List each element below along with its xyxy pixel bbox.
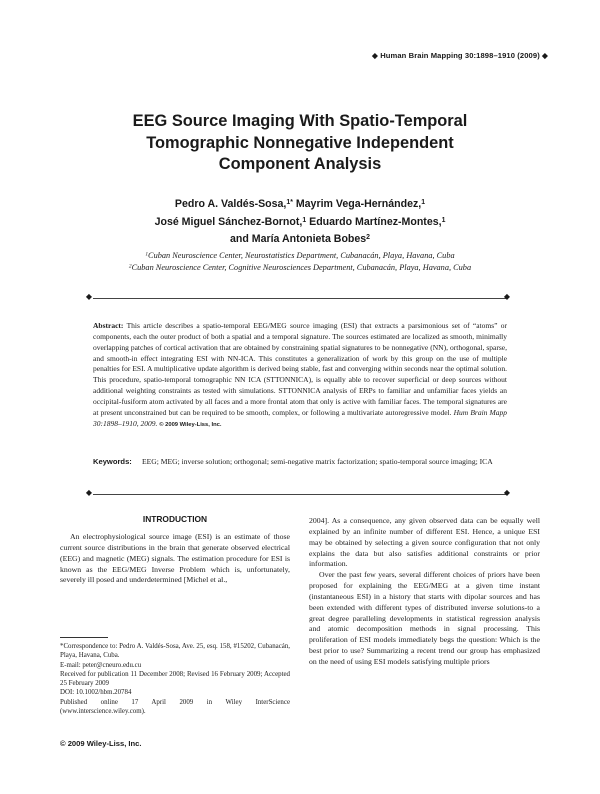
author-affiliation-marker: 1 <box>441 216 446 224</box>
author-line <box>60 196 540 214</box>
footnote-doi: DOI: 10.1002/hbm.20784 <box>60 689 132 697</box>
affiliation-marker: 2 <box>128 263 132 270</box>
abstract-citation: Hum Brain Mapp 30:1898–1910, 2009. <box>93 407 508 428</box>
author-name: Mayrim Vega-Hernández, <box>295 198 422 210</box>
author-affiliation-marker: 1 <box>421 198 426 206</box>
affiliation-line <box>30 262 570 274</box>
title-line: Tomographic Nonnegative Independent <box>146 133 454 152</box>
author-name: Eduardo Martínez-Montes, <box>309 215 442 228</box>
paragraph: 2004]. As a consequence, any given observed data can be equally well explained by an infinite number of different ESI. Hence, a unique ESI may be obtained by selecting a given source configuration that not only explains the data but also satisfies additional constraints or prior information. <box>309 516 540 569</box>
journal-citation: Human Brain Mapping 30:1898–1910 (2009) <box>380 51 540 60</box>
footnote-divider <box>60 637 108 638</box>
footer-copyright: © 2009 Wiley-Liss, Inc. <box>60 739 142 748</box>
footnote-correspondence: *Correspondence to: Pedro A. Valdés-Sosa, Ave. 25, esq. 158, #15202, Cubanacán, Playa, Havana, Cuba. <box>60 643 290 660</box>
diamond-icon: ◆ <box>503 488 511 497</box>
diamond-icon: ◆ <box>372 51 378 60</box>
body-column-right <box>309 516 540 668</box>
diamond-icon: ◆ <box>503 292 511 301</box>
keywords <box>93 457 507 468</box>
affiliation-line <box>30 250 570 262</box>
paragraph: An electrophysiological source image (ESI) is an estimate of those current source distributions in the brain that generate observed electrical (EEG) and magnetic (MEG) signals. The estimation procedure for ESI is known as the EEG/MEG Inverse Problem which is, unfortunately, severely ill posed and underdetermined [Michel et al., <box>60 532 290 585</box>
body-column-left <box>60 532 290 586</box>
author-name: and María Antonieta Bobes <box>230 233 367 245</box>
footnote-email: E-mail: peter@cneuro.edu.cu <box>60 661 142 669</box>
abstract-text: This article describes a spatio-temporal EEG/MEG source imaging (ESI) that extracts a parsimonious set of “atoms” or components, each the outer product of both a spatial and a temporal signature. The sources estimated are localized as smooth, minimally overlapping patches of cortical activation that are obtained by constraining spatial signatures to be nonnegative (NN), orthogonal, sparse, and smooth-in effect integrating ESI with NN-ICA. This constitutes a generalization of work by this group on the use of multiple penalties for ESI. A multiplicative update algorithm is derived being stable, fast and converging within seconds near the optimal solution. This procedure, spatio-temporal tomographic NN ICA (STTONNICA), is equally able to recover superficial or deep sources without additional weighting constraints as tested with simulations. STTONNICA analysis of ERPs to familiar and unfamiliar faces yields an occipital-fusiform atom activated by all faces and a more frontal atom that only is active with familiar faces. The temporal signatures are at present unconstrained but can be required to be smooth, complex, or following a multivariate autoregressive model. <box>93 321 507 417</box>
abstract <box>93 321 507 430</box>
section-divider <box>93 494 507 495</box>
author-list <box>60 196 540 249</box>
title-line: Component Analysis <box>218 155 382 173</box>
author-affiliation-marker: 2 <box>366 233 370 241</box>
running-head <box>372 51 548 60</box>
affiliation-text: Cuban Neuroscience Center, Cognitive Neurosciences Department, Cubanacán, Playa, Havana, Cuba <box>131 263 472 272</box>
title-line: EEG Source Imaging With Spatio-Temporal <box>132 112 468 130</box>
footnote-received: Received for publication 11 December 2008; Revised 16 February 2009; Accepted 25 February 2009 <box>60 670 290 688</box>
author-affiliation-marker: 1* <box>286 198 293 206</box>
keywords-text: EEG; MEG; inverse solution; orthogonal; semi-negative matrix factorization; spatio-temporal source imaging; ICA <box>142 457 493 466</box>
section-heading: INTRODUCTION <box>142 514 208 524</box>
affiliation-marker: 1 <box>145 251 149 258</box>
paragraph: Over the past few years, several different choices of priors have been proposed for explaining the EEG/MEG at a given time instant (instantaneous ESI) in a history that starts with dipolar sources and has been extended with different types of distributed inverse solutions-to a great degree paralleling developments in statistical regression analysis and atomic decomposition methods in signal processing. This proliferation of ESI models immediately begs the question: Which is the best prior to use? Summarizing a recent trend our group has emphasized on the need of using ESI models satisfying multiple priors <box>309 570 540 666</box>
author-line <box>60 214 540 232</box>
abstract-copyright: © 2009 Wiley-Liss, Inc. <box>159 421 222 428</box>
footnote-published: Published online 17 April 2009 in Wiley InterScience (www.interscience.wiley.com). <box>60 698 290 716</box>
affiliation-text: Cuban Neuroscience Center, Neurostatistics Department, Cubanacán, Playa, Havana, Cuba <box>148 251 455 260</box>
affiliations <box>30 250 570 274</box>
keywords-label: Keywords: <box>93 457 132 466</box>
diamond-icon: ◆ <box>85 292 93 301</box>
article-title <box>60 111 540 176</box>
author-name: Pedro A. Valdés-Sosa, <box>174 198 287 210</box>
diamond-icon: ◆ <box>85 488 93 497</box>
diamond-icon: ◆ <box>542 51 548 60</box>
author-line <box>60 231 540 249</box>
abstract-label: Abstract: <box>93 321 124 330</box>
author-affiliation-marker: 1 <box>302 216 307 224</box>
author-name: José Miguel Sánchez-Bornot, <box>154 215 303 228</box>
section-divider <box>93 298 507 299</box>
footnotes <box>60 642 290 716</box>
